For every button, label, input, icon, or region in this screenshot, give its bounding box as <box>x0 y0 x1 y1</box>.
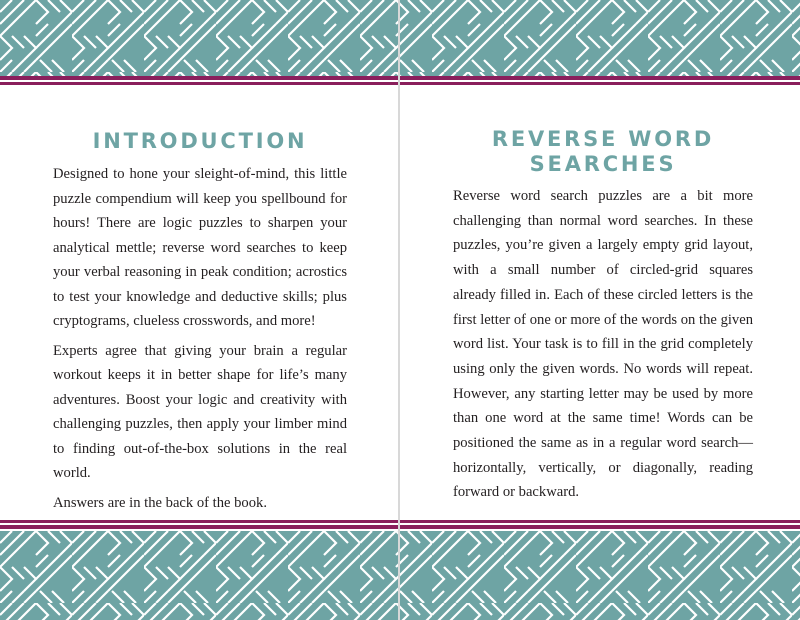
reverse-word-searches-body <box>453 184 753 505</box>
weave-pattern-bottom <box>0 531 800 620</box>
weave-pattern-top <box>0 0 800 76</box>
introduction-heading: INTRODUCTION <box>92 129 308 153</box>
intro-paragraph-1: Designed to hone your sleight-of-mind, this little puzzle compendium will keep you spellbound for hours! There are logic puzzles to sharpen your analytical mettle; reverse word searches to keep your verbal reasoning in peak condition; acrostics to test your knowledge and deductive skills; plus cryptograms, clueless crosswords, and more! <box>53 166 347 329</box>
rws-paragraph-1: Reverse word search puzzles are a bit more challenging than normal word searches. In these puzzles, you’re given a largely empty grid layout, with a small number of circled-grid squares already filled in. Each of these circled letters is the first letter of one or more of the words on the given word list. Your task is to fill in the grid completely using only the given words. No words will repeat. However, any starting letter may be used by more than one word at the same time! Words can be positioned the same as in a regular word search—horizontally, vertically, or diagonally, reading forward or backward. <box>453 188 753 501</box>
bottom-rule-purple-2 <box>0 525 800 529</box>
introduction-body <box>53 162 347 515</box>
left-page <box>53 120 347 520</box>
page-gutter <box>398 0 400 620</box>
top-pattern-band <box>0 0 800 76</box>
reverse-word-searches-heading: REVERSE WORD SEARCHES <box>491 127 715 176</box>
top-rule-purple-2 <box>0 82 800 85</box>
right-page <box>453 120 753 510</box>
bottom-pattern-band <box>0 531 800 620</box>
intro-paragraph-2: Experts agree that giving your brain a regular workout keeps it in better shape for life’s many adventures. Boost your logic and creativity with challenging puzzles, then apply your limber mind to finding out-of-the-box solutions in the real world. <box>53 342 347 481</box>
intro-paragraph-3: Answers are in the back of the book. <box>53 494 267 511</box>
